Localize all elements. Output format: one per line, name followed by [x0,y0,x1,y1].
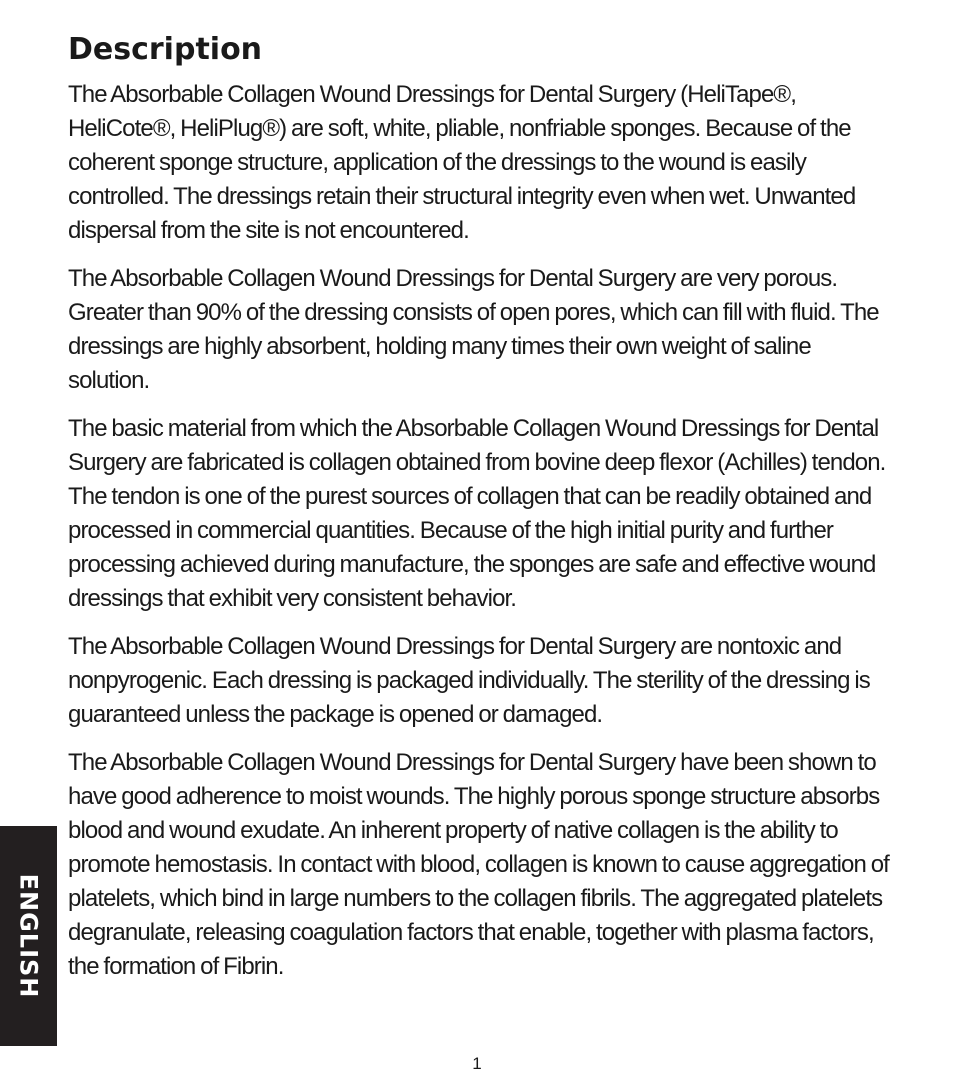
language-side-tab [0,826,57,1046]
language-tab-label: ENGLISH [14,873,43,999]
paragraph-porosity: The Absorbable Collagen Wound Dressings for Dental Surgery are very porous. Greater than 90% of the dressing consists of open pores, which can fill with fluid. The dressings are highly absorbent, holding many times their own weight of saline solution. [68,265,879,394]
page-number: 1 [472,1054,482,1073]
paragraph-product-overview: The Absorbable Collagen Wound Dressings for Dental Surgery (HeliTape®, HeliCote®, HeliPlug®) are soft, white, pliable, nonfriable sponges. Because of the coherent sponge structure, application of the dressings to the wound is easily controlled. The dressings retain their structural integrity even when wet. Unwanted dispersal from the site is not encountered. [68,81,856,244]
document-page [68,26,896,998]
section-heading: Description [68,32,263,67]
paragraph-hemostasis: The Absorbable Collagen Wound Dressings for Dental Surgery have been shown to have good adherence to moist wounds. The highly porous sponge structure absorbs blood and wound exudate. An inherent property of native collagen is the ability to promote hemostasis. In contact with blood, collagen is known to cause aggregation of platelets, which bind in large numbers to the collagen fibrils. The aggregated platelets degranulate, releasing coagulation factors that enable, together with plasma factors, the formation of Fibrin. [68,749,889,980]
paragraph-material-source: The basic material from which the Absorbable Collagen Wound Dressings for Dental Surgery are fabricated is collagen obtained from bovine deep flexor (Achilles) tendon. The tendon is one of the purest sources of collagen that can be readily obtained and processed in commercial quantities. Because of the high initial purity and further processing achieved during manufacture, the sponges are safe and effective wound dressings that exhibit very consistent behavior. [68,415,886,612]
paragraph-safety: The Absorbable Collagen Wound Dressings for Dental Surgery are nontoxic and nonpyrogenic. Each dressing is packaged individually. The sterility of the dressing is guaranteed unless the package is opened or damaged. [68,633,870,728]
